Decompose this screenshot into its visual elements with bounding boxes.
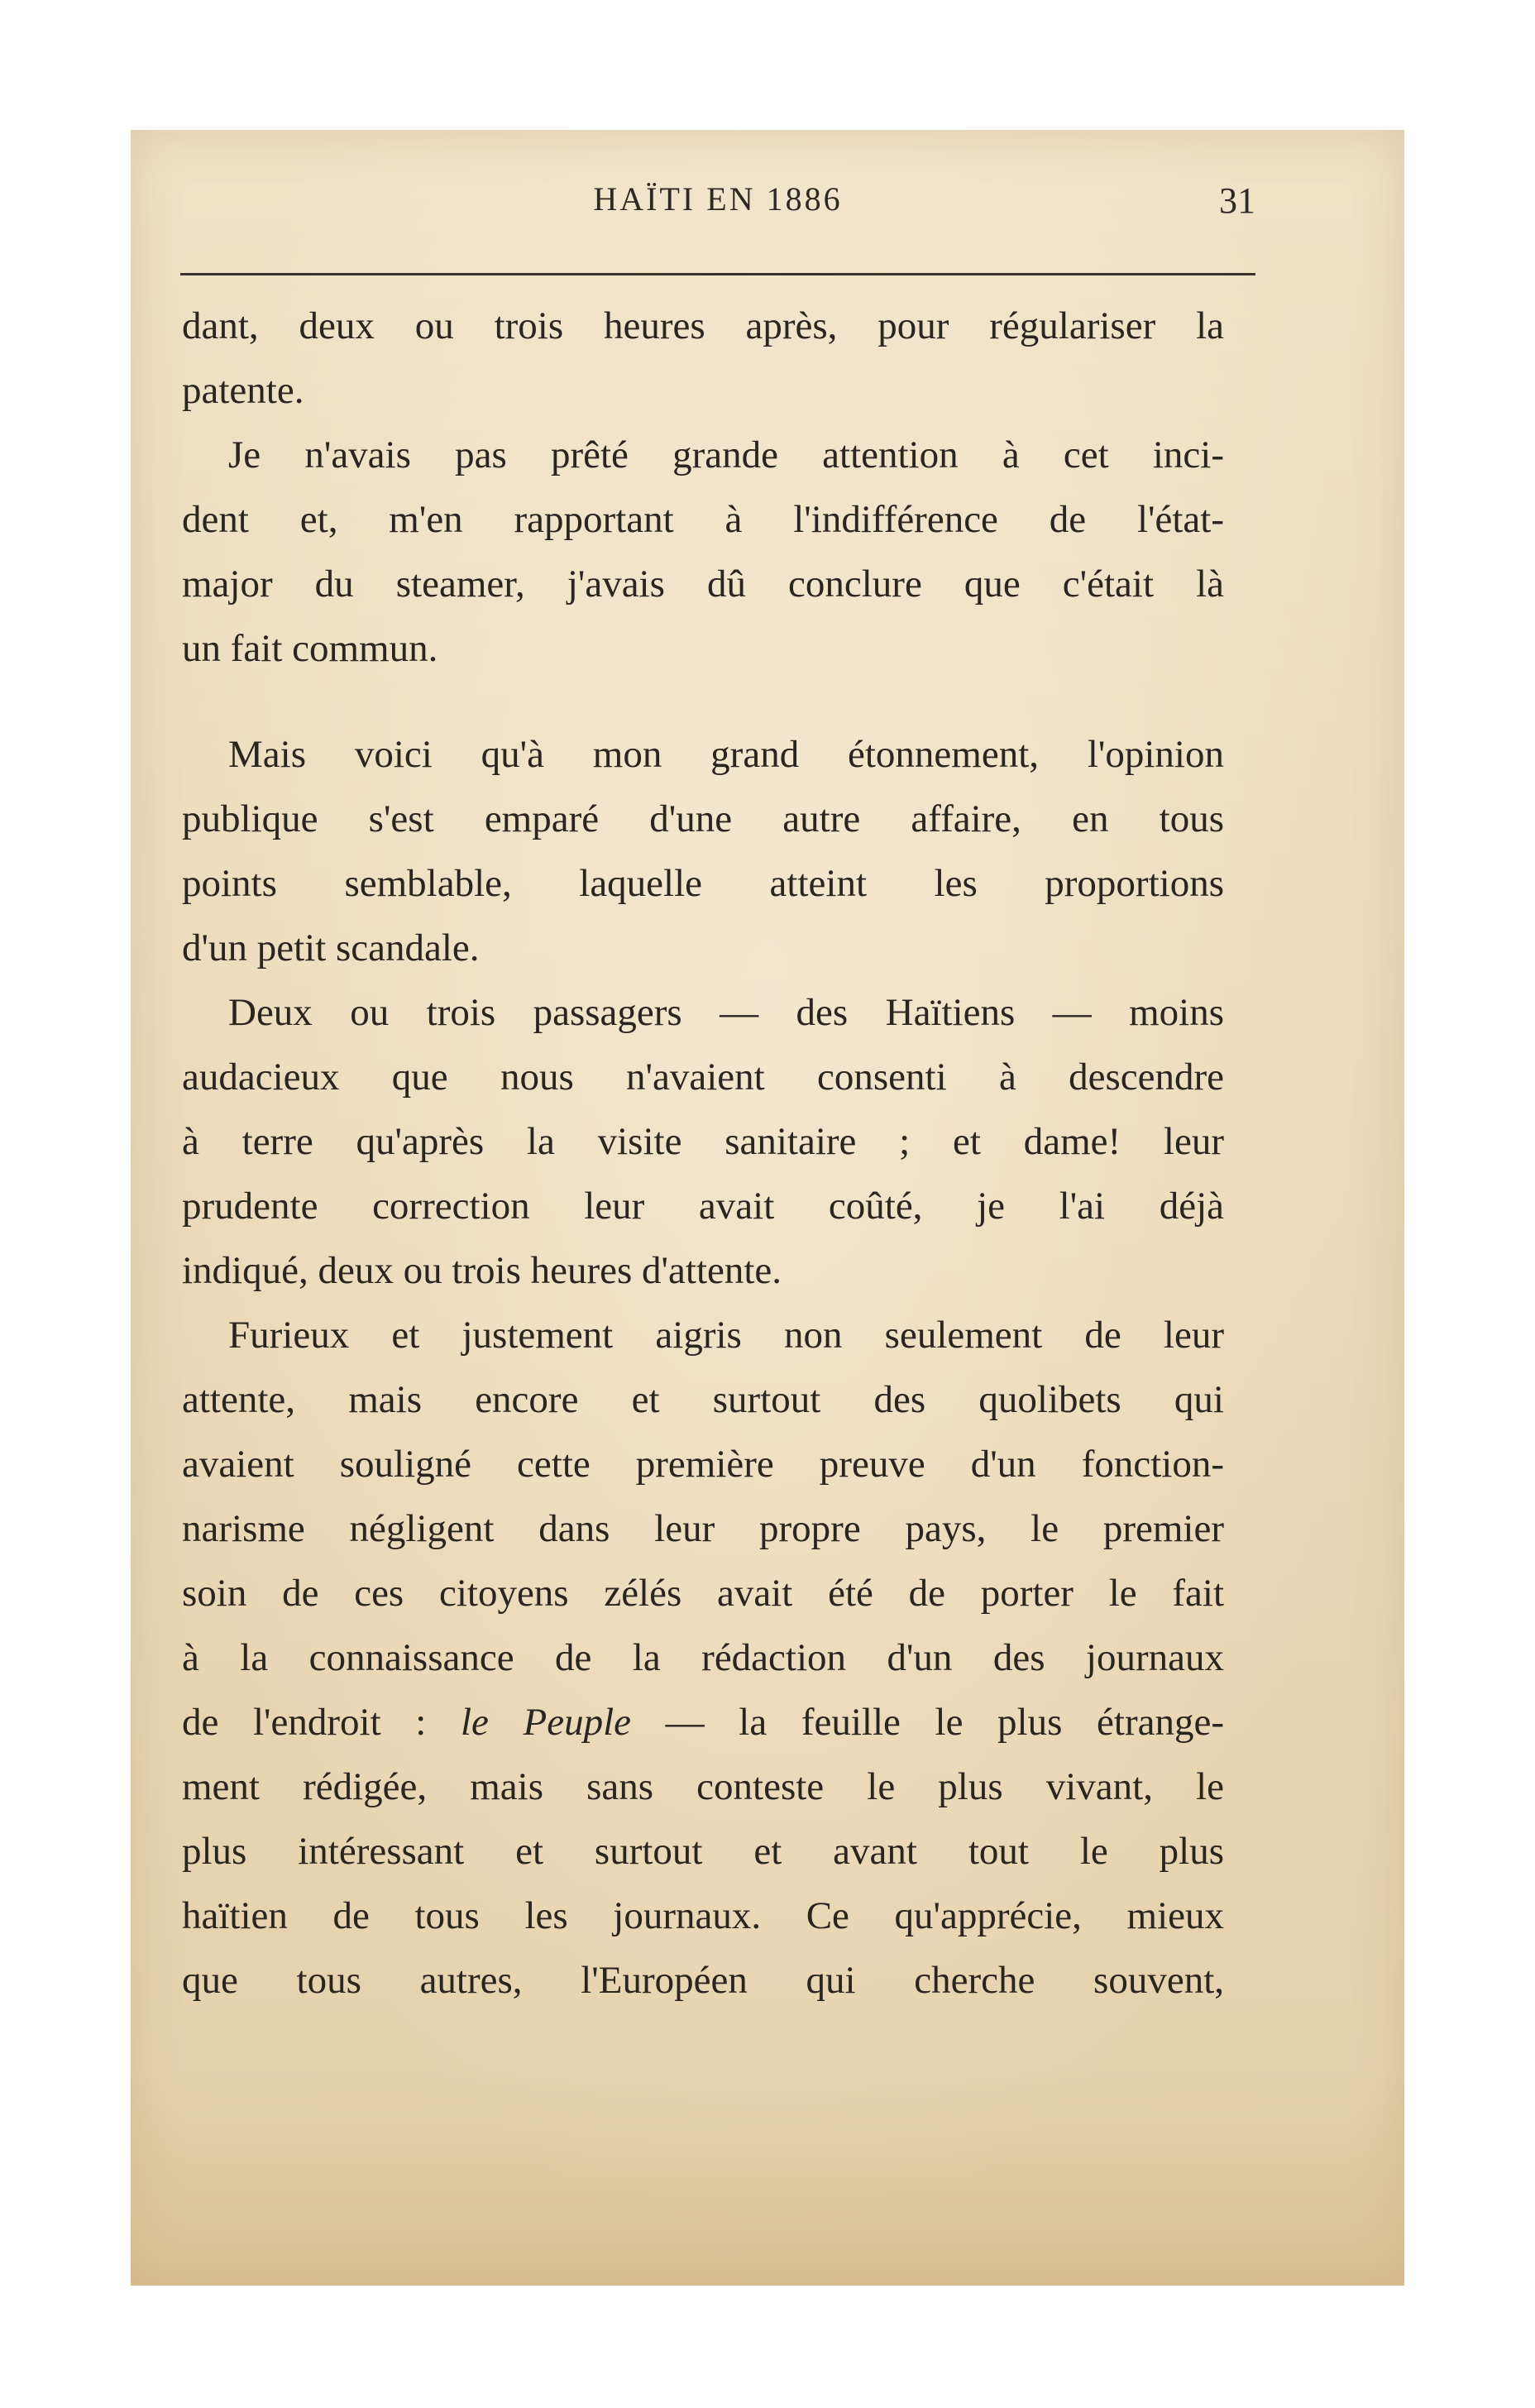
running-head [180,180,1255,229]
book-page [131,130,1404,2286]
text-line: d'un petit scandale. [182,926,480,969]
text-line: dant, deux ou trois heures après, pour régulariser la [182,304,1224,347]
text-line: points semblable, laquelle atteint les proportions [182,862,1224,905]
text-line: que tous autres, l'Européen qui cherche souvent, [182,1959,1224,2002]
text-line: Mais voici qu'à mon grand étonnement, l'opinion [228,733,1224,776]
paragraph-5 [182,1303,1224,2013]
page-number: 31 [1219,180,1255,221]
text-line: haïtien de tous les journaux. Ce qu'apprécie, mieux [182,1894,1224,1937]
text-run: — la feuille le plus étrange- [631,1701,1224,1744]
paragraph-3 [182,722,1224,980]
text-line: indiqué, deux ou trois heures d'attente. [182,1249,782,1292]
text-run: de l'endroit : [182,1701,461,1744]
newspaper-title: le Peuple [460,1701,632,1744]
text-line: à terre qu'après la visite sanitaire ; et dame! leur [182,1120,1224,1163]
text-line: attente, mais encore et surtout des quolibets qui [182,1378,1224,1421]
text-line: Deux ou trois passagers — des Haïtiens — moins [228,991,1224,1034]
text-line: un fait commun. [182,627,438,670]
text-line: plus intéressant et surtout et avant tout le plus [182,1830,1224,1873]
text-line: patente. [182,369,304,412]
paragraph-4 [182,980,1224,1303]
text-line: dent et, m'en rapportant à l'indifférence de l'état- [182,498,1224,541]
text-line: Je n'avais pas prêté grande attention à cet inci- [228,433,1224,476]
paragraph-2 [182,423,1224,681]
text-line: avaient souligné cette première preuve d'un fonction- [182,1443,1224,1486]
paragraph-1 [182,294,1224,423]
text-line: publique s'est emparé d'une autre affaire, en tous [182,797,1224,840]
text-line: ment rédigée, mais sans conteste le plus vivant, le [182,1765,1224,1808]
text-line: major du steamer, j'avais dû conclure que c'était là [182,563,1224,606]
header-rule [180,273,1255,275]
text-line: à la connaissance de la rédaction d'un des journaux [182,1636,1224,1679]
text-line: narisme négligent dans leur propre pays, le premier [182,1507,1224,1550]
text-line: Furieux et justement aigris non seulement de leur [228,1314,1224,1357]
text-line-with-italic [182,1690,1224,1755]
body-text [182,294,1224,2013]
text-line: prudente correction leur avait coûté, je l'ai déjà [182,1185,1224,1228]
running-title: HAÏTI EN 1886 [593,180,843,218]
text-line: soin de ces citoyens zélés avait été de porter le fait [182,1572,1224,1615]
text-line: audacieux que nous n'avaient consenti à descendre [182,1056,1224,1099]
